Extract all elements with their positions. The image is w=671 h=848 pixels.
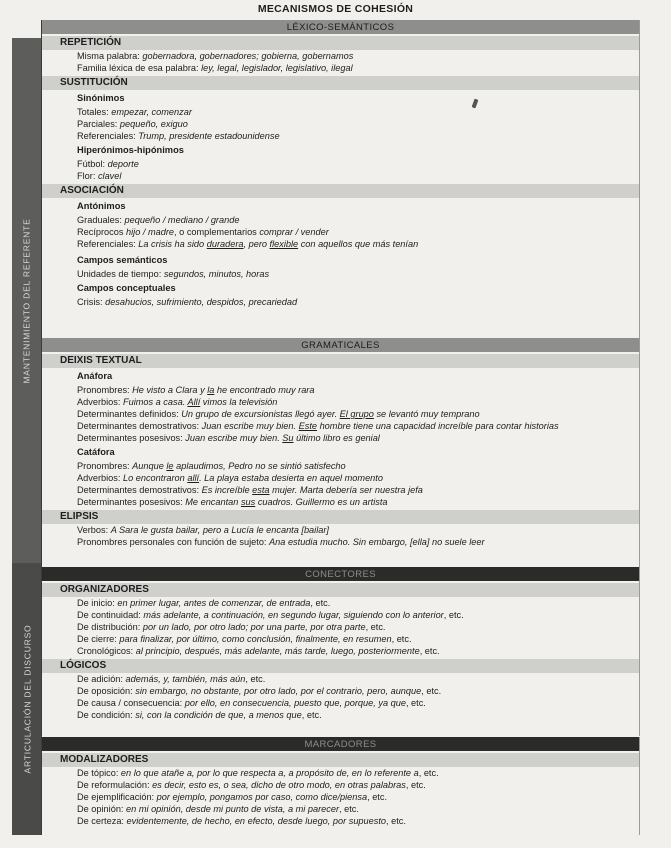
repeticion-body (42, 50, 639, 74)
modalizadores-body (42, 767, 639, 827)
sinonimos-referenciales: Referenciales: Trump, presidente estadounidense (77, 131, 280, 141)
anafora-pronombres: Pronombres: He visto a Clara y la he encontrado muy rara (77, 385, 315, 395)
section-repeticion: REPETICIÓN (42, 36, 639, 50)
bar-lexico-semanticos: LÉXICO-SEMÁNTICOS (42, 20, 639, 34)
campos-semanticos-tiempo: Unidades de tiempo: segundos, minutos, horas (77, 269, 270, 279)
catafora-posesivos: Determinantes posesivos: Me encantan sus cuadros. Guillermo es un artista (77, 497, 388, 507)
organizadores-cronologicos: Cronológicos: al principio, después, más adelante, más tarde, luego, posteriormente, etc. (77, 646, 440, 656)
catafora-pronombres: Pronombres: Aunque le aplaudimos, Pedro no se sintió satisfecho (77, 461, 346, 471)
sub-hiperonimos: Hiperónimos-hipónimos (77, 145, 184, 155)
organizadores-cierre: De cierre: para finalizar, por último, como conclusión, finalmente, en resumen, etc. (77, 634, 412, 644)
marcadores-box (41, 737, 640, 835)
gramaticales-box (41, 338, 640, 567)
section-deixis-textual: DEIXIS TEXTUAL (42, 354, 639, 368)
sinonimos-totales: Totales: empezar, comenzar (77, 107, 192, 117)
anafora-demostrativos: Determinantes demostrativos: Juan escribe muy bien. Este hombre tiene una capacidad increíble para contar historias (77, 421, 559, 431)
sub-sinonimos: Sinónimos (77, 93, 125, 103)
bar-marcadores: MARCADORES (42, 737, 639, 751)
antonimos-referenciales: Referenciales: La crisis ha sido duradera, pero flexible con aquellos que más tenían (77, 239, 419, 249)
anafora-posesivos: Determinantes posesivos: Juan escribe muy bien. Su último libro es genial (77, 433, 380, 443)
logicos-causa: De causa / consecuencia: por ello, en consecuencia, puesto que, porque, ya que, etc. (77, 698, 426, 708)
sub-antonimos: Antónimos (77, 201, 126, 211)
catafora-demostrativos: Determinantes demostrativos: Es increíble esta mujer. Marta debería ser nuestra jefa (77, 485, 423, 495)
logicos-condicion: De condición: si, con la condición de que, a menos que, etc. (77, 710, 322, 720)
section-asociacion: ASOCIACIÓN (42, 184, 639, 198)
repeticion-line-2: Familia léxica de esa palabra: ley, legal, legislador, legislativo, ilegal (77, 63, 353, 73)
antonimos-graduales: Graduales: pequeño / mediano / grande (77, 215, 240, 225)
modalizadores-reformulacion: De reformulación: es decir, esto es, o sea, dicho de otro modo, en otras palabras, etc. (77, 780, 426, 790)
side-label-articulacion (12, 563, 42, 835)
modalizadores-topico: De tópico: en lo que atañe a, por lo que respecta a, a propósito de, en lo referente a, etc. (77, 768, 439, 778)
bar-gramaticales: GRAMATICALES (42, 338, 639, 352)
anafora-adverbios: Adverbios: Fuimos a casa. Allí vimos la televisión (77, 397, 278, 407)
organizadores-continuidad: De continuidad: más adelante, a continuación, en segundo lugar, siguiendo con lo anterior, etc. (77, 610, 464, 620)
sub-campos-conceptuales: Campos conceptuales (77, 283, 176, 293)
section-elipsis: ELIPSIS (42, 510, 639, 524)
bar-conectores: CONECTORES (42, 567, 639, 581)
modalizadores-ejemplificacion: De ejemplificación: por ejemplo, pongamos por caso, como dice/piensa, etc. (77, 792, 388, 802)
organizadores-body (42, 597, 639, 657)
logicos-body (42, 673, 639, 721)
asociacion-body (42, 200, 639, 308)
organizadores-inicio: De inicio: en primer lugar, antes de comenzar, de entrada, etc. (77, 598, 331, 608)
sub-catafora: Catáfora (77, 447, 115, 457)
section-sustitucion: SUSTITUCIÓN (42, 76, 639, 90)
elipsis-pronombres: Pronombres personales con función de sujeto: Ana estudia mucho. Sin embargo, [ella] no suele leer (77, 537, 485, 547)
conectores-box (41, 567, 640, 736)
document-title: MECANISMOS DE COHESIÓN (257, 3, 414, 15)
modalizadores-opinion: De opinión: en mi opinión, desde mi punto de vista, a mi parecer, etc. (77, 804, 359, 814)
sinonimos-parciales: Parciales: pequeño, exiguo (77, 119, 188, 129)
section-modalizadores: MODALIZADORES (42, 753, 639, 767)
lexico-semanticos-box (41, 20, 640, 338)
sustitucion-body (42, 92, 639, 182)
organizadores-distribucion: De distribución: por un lado, por otro lado; por una parte, por otra parte, etc. (77, 622, 386, 632)
side-label-mantenimiento (12, 38, 42, 563)
deixis-body (42, 370, 639, 508)
repeticion-line-1: Misma palabra: gobernadora, gobernadores; gobierna, gobernamos (77, 51, 354, 61)
antonimos-reciprocos: Recíprocos hijo / madre, o complementarios comprar / vender (77, 227, 329, 237)
sub-campos-semanticos: Campos semánticos (77, 255, 168, 265)
sub-anafora: Anáfora (77, 371, 113, 381)
hiperonimos-flor: Flor: clavel (77, 171, 122, 181)
side-label-mantenimiento-text: MANTENIMIENTO DEL REFERENTE (22, 217, 33, 384)
modalizadores-certeza: De certeza: evidentemente, de hecho, en efecto, desde luego, por supuesto, etc. (77, 816, 406, 826)
elipsis-body (42, 524, 639, 548)
logicos-oposicion: De oposición: sin embargo, no obstante, por otro lado, por el contrario, pero, aunque, etc. (77, 686, 442, 696)
catafora-adverbios: Adverbios: Lo encontraron allí. La playa estaba desierta en aquel momento (77, 473, 383, 483)
side-label-articulacion-text: ARTICULACIÓN DEL DISCURSO (22, 624, 33, 774)
section-logicos: LÓGICOS (42, 659, 639, 673)
hiperonimos-futbol: Fútbol: deporte (77, 159, 139, 169)
elipsis-verbos: Verbos: A Sara le gusta bailar, pero a Lucía le encanta [bailar] (77, 525, 329, 535)
logicos-adicion: De adición: además, y, también, más aún, etc. (77, 674, 266, 684)
section-organizadores: ORGANIZADORES (42, 583, 639, 597)
anafora-definidos: Determinantes definidos: Un grupo de excursionistas llegó ayer. El grupo se levantó muy temprano (77, 409, 480, 419)
campos-conceptuales-crisis: Crisis: desahucios, sufrimiento, despidos, precariedad (77, 297, 298, 307)
